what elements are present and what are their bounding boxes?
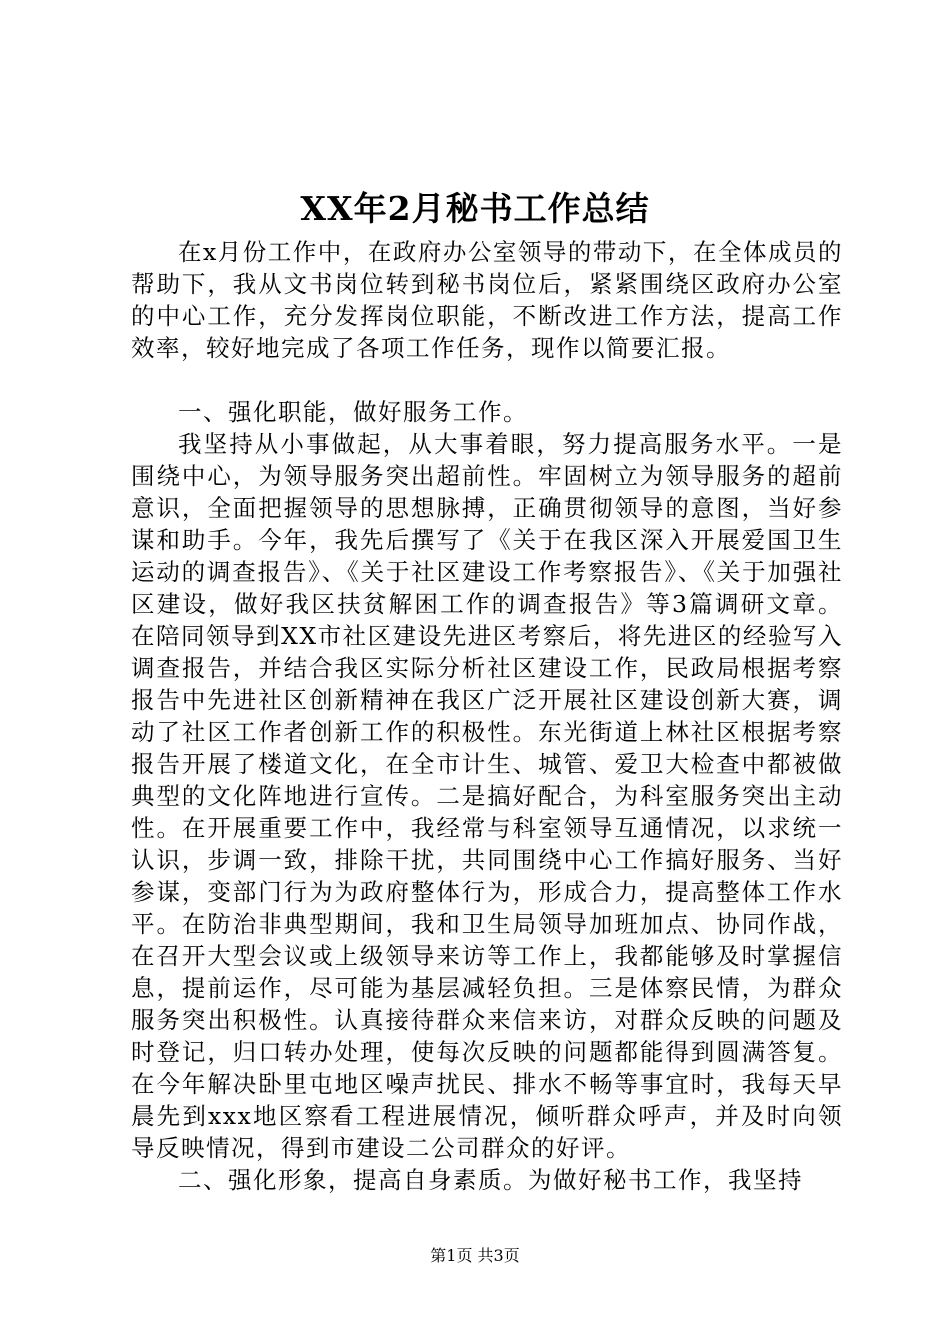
document-title: XX年2月秘书工作总结: [300, 189, 650, 228]
document-body: [131, 236, 843, 1196]
section-heading-2: 二、强化形象，提高自身素质。为做好秘书工作，我坚持: [178, 1166, 803, 1194]
page-footer: 第1页 共3页: [430, 1246, 520, 1265]
section-heading-1: 一、强化职能，做好服务工作。: [178, 398, 528, 426]
paragraph-section-1: 我坚持从小事做起，从大事着眼，努力提高服务水平。一是围绕中心，为领导服务突出超前性。牢固树立为领导服务的超前意识，全面把握领导的思想脉搏，正确贯彻领导的意图，当好参谋和助手。今年，我先后撰写了《关于在我区深入开展爱国卫生运动的调查报告》、《关于社区建设工作考察报告》、《关于加强社区建设，做好我区扶贫解困工作的调查报告》等3篇调研文章。在陪同领导到XX市社区建设先进区考察后，将先进区的经验写入调查报告，并结合我区实际分析社区建设工作，民政局根据考察报告中先进社区创新精神在我区广泛开展社区建设创新大赛，调动了社区工作者创新工作的积极性。东光街道上林社区根据考察报告开展了楼道文化，在全市计生、城管、爱卫大检查中都被做典型的文化阵地进行宣传。二是搞好配合，为科室服务突出主动性。在开展重要工作中，我经常与科室领导互通情况，以求统一认识，步调一致，排除干扰，共同围绕中心工作搞好服务、当好参谋，变部门行为为政府整体行为，形成合力，提高整体工作水平。在防治非典型期间，我和卫生局领导加班加点、协同作战，在召开大型会议或上级领导来访等工作上，我都能够及时掌握信息，提前运作，尽可能为基层减轻负担。三是体察民情，为群众服务突出积极性。认真接待群众来信来访，对群众反映的问题及时登记，归口转办处理，使每次反映的问题都能得到圆满答复。在今年解决卧里屯地区噪声扰民、排水不畅等事宜时，我每天早晨先到xxx地区察看工程进展情况，倾听群众呼声，并及时向领导反映情况，得到市建设二公司群众的好评。: [131, 430, 843, 1162]
paragraph-intro: 在x月份工作中，在政府办公室领导的带动下，在全体成员的帮助下，我从文书岗位转到秘书岗位后，紧紧围绕区政府办公室的中心工作，充分发挥岗位职能，不断改进工作方法，提高工作效率，较好地完成了各项工作任务，现作以简要汇报。: [131, 238, 843, 362]
